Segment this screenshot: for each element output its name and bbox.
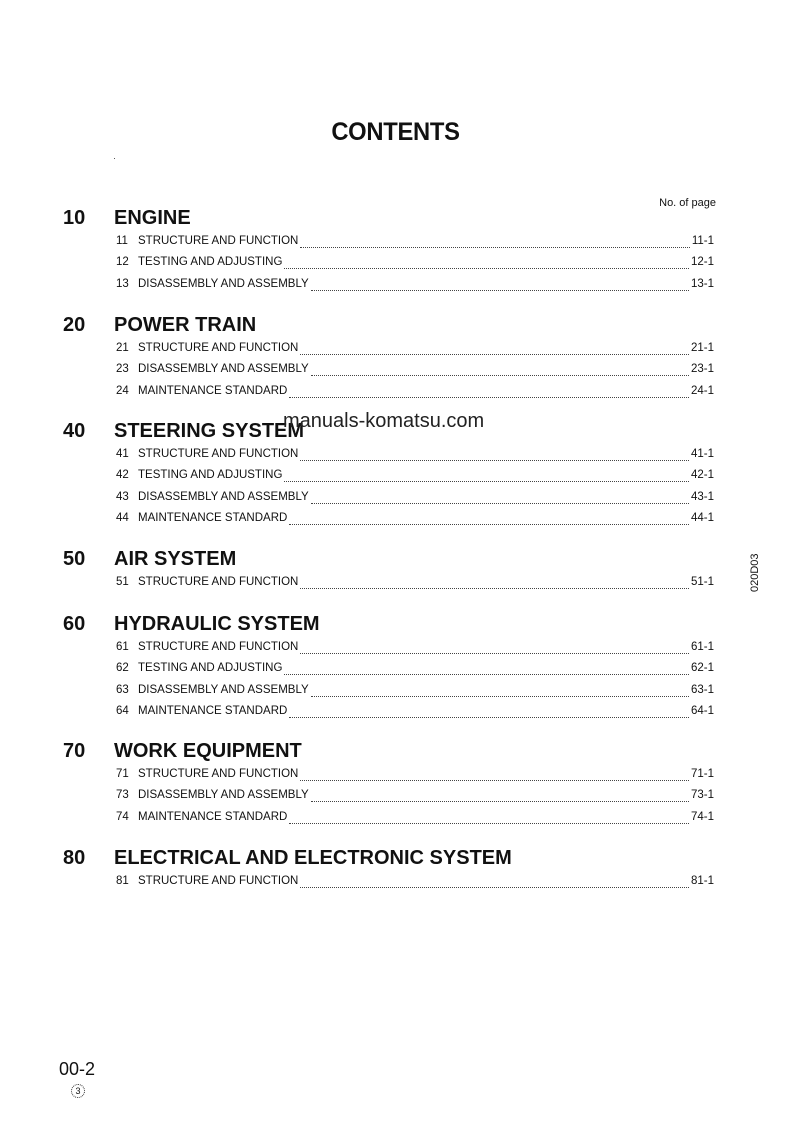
toc-entry (116, 448, 714, 464)
entry-number: 23 (116, 363, 129, 376)
entry-label: STRUCTURE AND FUNCTION (138, 641, 299, 653)
section-title: WORK EQUIPMENT (114, 740, 302, 762)
entry-number: 43 (116, 490, 129, 503)
entry-label: TESTING AND ADJUSTING (138, 256, 283, 269)
entry-page: 44-1 (690, 511, 714, 524)
section-title: AIR SYSTEM (114, 548, 237, 570)
dot-leader (289, 716, 689, 718)
entry-label: MAINTENANCE STANDARD (138, 511, 288, 524)
dot-leader (284, 673, 689, 675)
section-title: POWER TRAIN (114, 314, 257, 336)
entry-page: 21-1 (690, 342, 714, 354)
section-title: ELECTRICAL AND ELECTRONIC SYSTEM (114, 847, 512, 869)
entry-page: 51-1 (690, 576, 714, 588)
footer-page-number: 00-2 (59, 1059, 96, 1079)
entry-number: 74 (116, 810, 129, 823)
section-number: 70 (63, 740, 86, 762)
entry-page: 11-1 (691, 235, 714, 247)
entry-number: 42 (116, 469, 129, 482)
dot-leader (300, 353, 689, 355)
dot-leader (300, 886, 689, 888)
entry-page: 43-1 (690, 490, 714, 503)
entry-label: DISASSEMBLY AND ASSEMBLY (138, 683, 309, 696)
entry-label: STRUCTURE AND FUNCTION (138, 448, 299, 460)
entry-page: 12-1 (690, 256, 714, 269)
section-number: 10 (63, 207, 86, 229)
entry-label: DISASSEMBLY AND ASSEMBLY (138, 277, 309, 290)
dot-leader (311, 502, 689, 504)
dot-leader (289, 396, 689, 398)
toc-entry (116, 662, 714, 678)
dot-leader (289, 822, 689, 824)
toc-entry (116, 641, 714, 657)
scan-speck (114, 158, 115, 159)
entry-page: 13-1 (690, 277, 714, 290)
entry-number: 64 (116, 704, 129, 717)
watermark: manuals-komatsu.com (283, 410, 485, 432)
entry-number: 71 (116, 768, 129, 780)
entry-label: STRUCTURE AND FUNCTION (138, 875, 299, 887)
entry-label: MAINTENANCE STANDARD (138, 704, 288, 717)
dot-leader (284, 267, 689, 269)
dot-leader (300, 779, 689, 781)
entry-number: 12 (116, 256, 129, 269)
entry-label: DISASSEMBLY AND ASSEMBLY (138, 490, 309, 503)
entry-page: 81-1 (690, 875, 714, 887)
dot-leader (300, 587, 689, 589)
entry-page: 24-1 (690, 384, 714, 397)
entry-number: 62 (116, 662, 129, 675)
toc-entry (116, 235, 714, 251)
toc-entry (116, 256, 714, 272)
dot-leader (311, 695, 689, 697)
entry-label: STRUCTURE AND FUNCTION (138, 342, 299, 354)
entry-label: STRUCTURE AND FUNCTION (138, 768, 299, 780)
dot-leader (311, 289, 689, 291)
entry-page: 71-1 (690, 768, 714, 780)
toc-entry (116, 278, 714, 294)
entry-label: STRUCTURE AND FUNCTION (138, 235, 299, 247)
toc-entry (116, 875, 714, 891)
dot-leader (289, 523, 689, 525)
entry-label: TESTING AND ADJUSTING (138, 662, 283, 675)
section-number: 40 (63, 420, 86, 442)
dot-leader (311, 800, 689, 802)
toc-entry (116, 342, 714, 358)
document-code: 020D03 (749, 553, 761, 592)
section-number: 80 (63, 847, 86, 869)
entry-page: 41-1 (690, 448, 714, 460)
dot-leader (300, 459, 689, 461)
section-title: HYDRAULIC SYSTEM (114, 613, 320, 635)
section-number: 20 (63, 314, 86, 336)
entry-number: 24 (116, 384, 129, 397)
section-number: 50 (63, 548, 86, 570)
entry-number: 51 (116, 576, 129, 588)
entry-page: 64-1 (690, 704, 714, 717)
entry-page: 62-1 (690, 662, 714, 675)
entry-number: 41 (116, 448, 129, 460)
page-title: CONTENTS (331, 118, 460, 146)
entry-number: 11 (116, 235, 128, 247)
toc-entry (116, 811, 714, 827)
column-header-page-number: No. of page (659, 197, 716, 209)
entry-label: MAINTENANCE STANDARD (138, 384, 288, 397)
toc-entry (116, 684, 714, 700)
entry-label: TESTING AND ADJUSTING (138, 469, 283, 482)
entry-page: 63-1 (690, 683, 714, 696)
revision-mark: 3 (71, 1084, 85, 1098)
entry-number: 21 (116, 342, 129, 354)
entry-page: 61-1 (690, 641, 714, 653)
dot-leader (284, 480, 689, 482)
entry-label: DISASSEMBLY AND ASSEMBLY (138, 789, 309, 802)
dot-leader (300, 652, 689, 654)
section-title: ENGINE (114, 207, 191, 229)
entry-label: MAINTENANCE STANDARD (138, 810, 288, 823)
toc-entry (116, 512, 714, 528)
entry-number: 61 (116, 641, 129, 653)
entry-number: 44 (116, 511, 129, 524)
toc-entry (116, 705, 714, 721)
entry-label: STRUCTURE AND FUNCTION (138, 576, 299, 588)
toc-entry (116, 469, 714, 485)
entry-number: 73 (116, 789, 129, 802)
section-title: STEERING SYSTEM (114, 420, 305, 442)
dot-leader (300, 246, 689, 248)
toc-entry (116, 491, 714, 507)
toc-entry (116, 385, 714, 401)
entry-page: 73-1 (690, 789, 714, 802)
dot-leader (311, 374, 689, 376)
entry-label: DISASSEMBLY AND ASSEMBLY (138, 363, 309, 376)
entry-page: 23-1 (690, 363, 714, 376)
toc-entry (116, 789, 714, 805)
toc-entry (116, 768, 714, 784)
toc-entry (116, 576, 714, 592)
entry-page: 74-1 (690, 810, 714, 823)
section-number: 60 (63, 613, 86, 635)
entry-page: 42-1 (690, 469, 714, 482)
entry-number: 81 (116, 875, 129, 887)
entry-number: 63 (116, 683, 129, 696)
toc-entry (116, 363, 714, 379)
entry-number: 13 (116, 277, 129, 290)
